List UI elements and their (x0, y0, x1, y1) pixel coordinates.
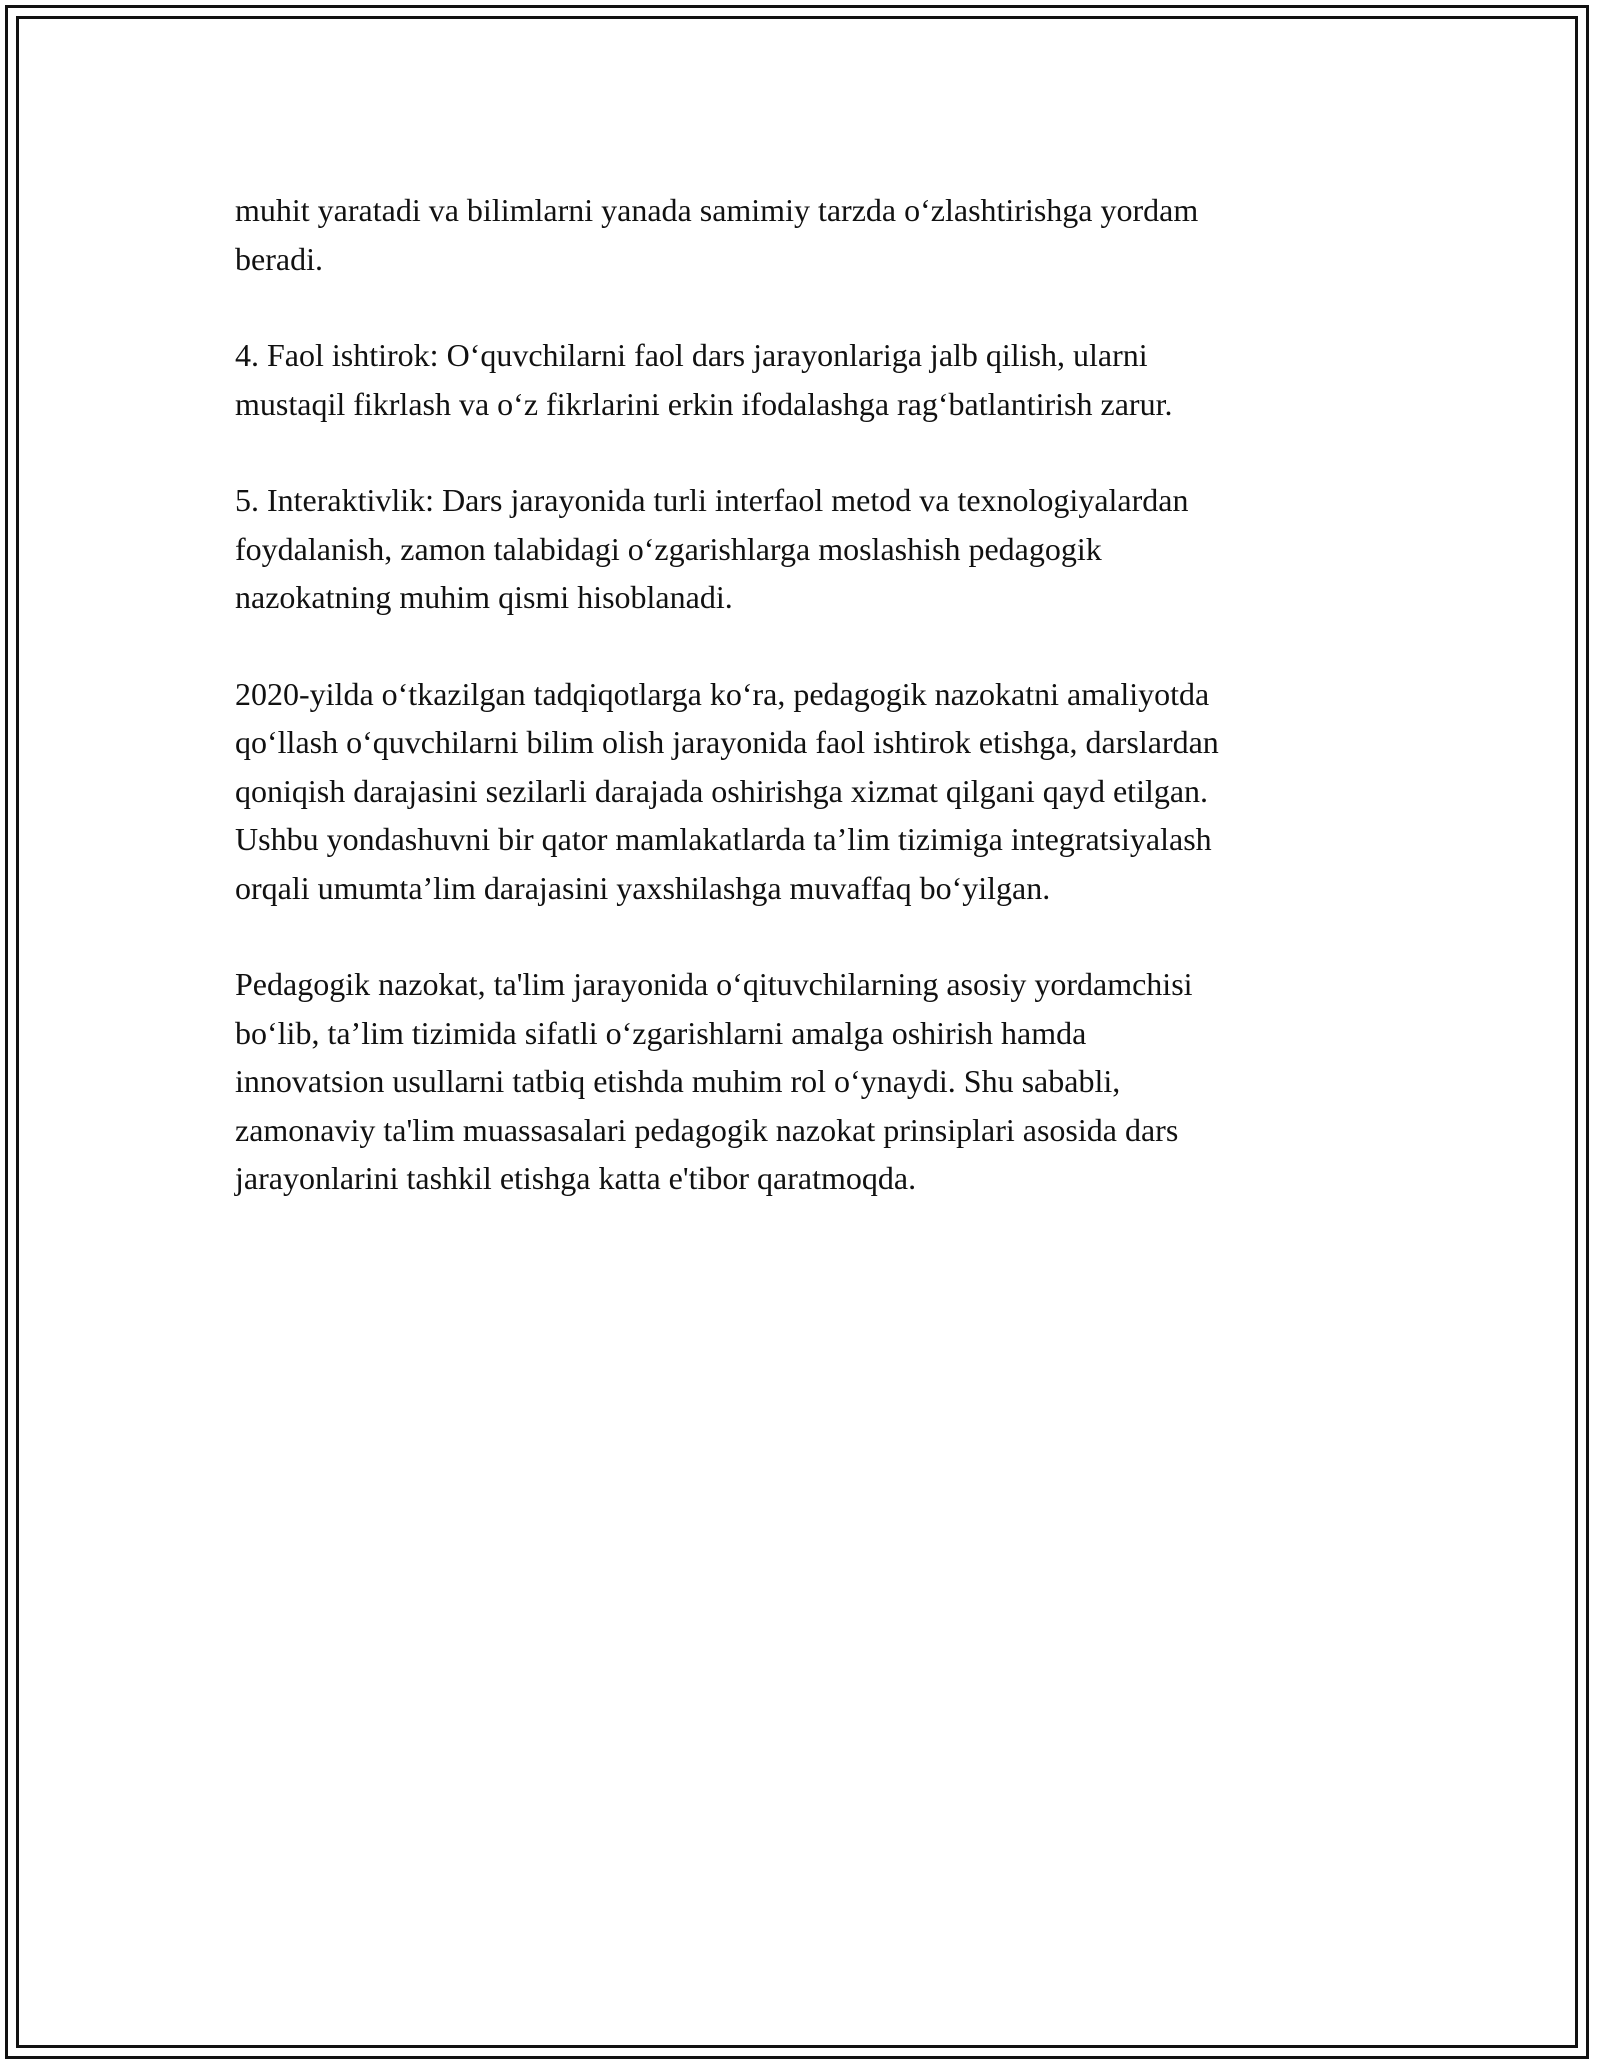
text-line: Ushbu yondashuvni bir qator mamlakatlarda ta’lim tizimiga integratsiyalash (235, 821, 1212, 857)
text-line: 5. Interaktivlik: Dars jarayonida turli interfaol metod va texnologiyalardan (235, 482, 1189, 518)
text-line: mustaqil fikrlash va o‘z fikrlarini erkin ifodalashga rag‘batlantirish zarur. (235, 385, 1173, 422)
paragraph-research-2020 (235, 670, 1385, 913)
document-body (235, 186, 1385, 1251)
paragraph-faol-ishtirok (235, 331, 1385, 428)
text-line: 4. Faol ishtirok: O‘quvchilarni faol dars jarayonlariga jalb qilish, ularni (235, 337, 1148, 373)
text-line: orqali umumta’lim darajasini yaxshilashga muvaffaq bo‘yilgan. (235, 869, 1051, 906)
paragraph-continuation (235, 186, 1385, 283)
text-line: Pedagogik nazokat, ta'lim jarayonida o‘qituvchilarning asosiy yordamchisi (235, 966, 1193, 1002)
text-line: qoniqish darajasini sezilarli darajada oshirishga xizmat qilgani qayd etilgan. (235, 772, 1209, 809)
text-line: innovatsion usullarni tatbiq etishda muhim rol o‘ynaydi. Shu sababli, (235, 1063, 1121, 1099)
text-line: jarayonlarini tashkil etishga katta e'tibor qaratmoqda. (235, 1160, 917, 1196)
text-line: muhit yaratadi va bilimlarni yanada samimiy tarzda o‘zlashtirishga yordam (235, 192, 1199, 228)
text-line: bo‘lib, ta’lim tizimida sifatli o‘zgarishlarni amalga oshirish hamda (235, 1014, 1087, 1051)
text-line: zamonaviy ta'lim muassasalari pedagogik nazokat prinsiplari asosida dars (235, 1111, 1179, 1148)
text-line: nazokatning muhim qismi hisoblanadi. (235, 579, 733, 615)
text-line: 2020-yilda o‘tkazilgan tadqiqotlarga ko‘ra, pedagogik nazokatni amaliyotda (235, 675, 1210, 712)
paragraph-interaktivlik (235, 476, 1385, 622)
text-line: beradi. (235, 240, 323, 277)
paragraph-conclusion (235, 960, 1385, 1203)
text-line: foydalanish, zamon talabidagi o‘zgarishlarga moslashish pedagogik (235, 530, 1102, 567)
text-line: qo‘llash o‘quvchilarni bilim olish jarayonida faol ishtirok etishga, darslardan (235, 724, 1219, 760)
